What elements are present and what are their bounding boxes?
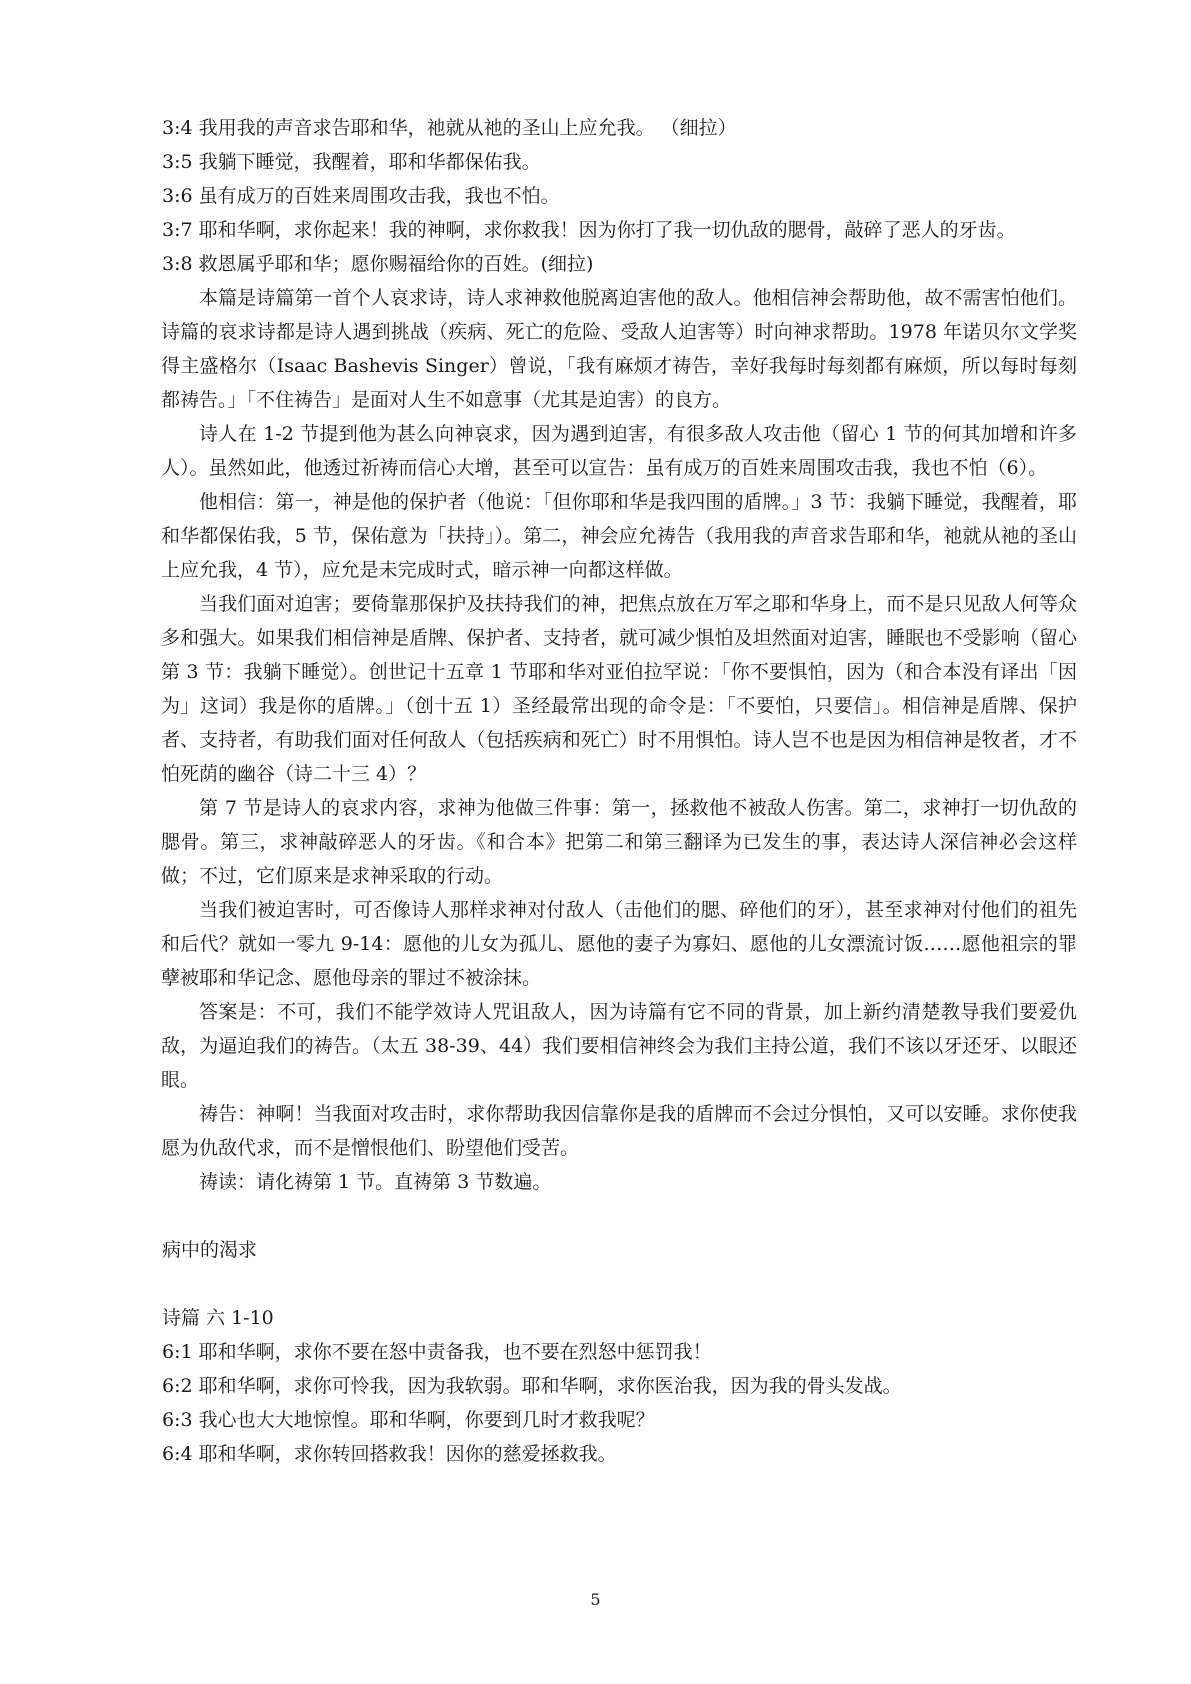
- verse-3-4: 3:4 我用我的声音求告耶和华，祂就从祂的圣山上应允我。 （细拉）: [162, 117, 737, 139]
- paragraph-question: 当我们被迫害时，可否像诗人那样求神对付敌人（击他们的腮、碎他们的牙），甚至求神对付他们的祖先和后代？就如一零九 9-14：愿他的儿女为孤儿、愿他的妻子为寡妇、愿他的儿女漂流讨饭……愿他祖宗的罪孽被耶和华记念、愿他母亲的罪过不被涂抹。: [161, 899, 1077, 989]
- paragraph-verse-7: 第 7 节是诗人的哀求内容，求神为他做三件事：第一，拯救他不被敌人伤害。第二，求神打一切仇敌的腮骨。第三，求神敲碎恶人的牙齿。《和合本》把第二和第三翻译为已发生的事，表达诗人深信神必会这样做；不过，它们原来是求神采取的行动。: [161, 797, 1077, 887]
- page-number: 5: [590, 1590, 601, 1609]
- page-content: [162, 111, 1077, 1471]
- spacer: [162, 1267, 1077, 1301]
- verse-3-5: 3:5 我躺下睡觉，我醒着，耶和华都保佑我。: [162, 151, 541, 173]
- paragraph-intro: 本篇是诗篇第一首个人哀求诗，诗人求神救他脱离迫害他的敌人。他相信神会帮助他，故不需害怕他们。诗篇的哀求诗都是诗人遇到挑战（疾病、死亡的危险、受敌人迫害等）时向神求帮助。1978 年诺贝尔文学奖得主盛格尔（Isaac Bashevis Singer）曾说，「我有麻烦才祷告，幸好我每时每刻都有麻烦，所以每时每刻都祷告。」「不住祷告」是面对人生不如意事（尤其是迫害）的良方。: [161, 287, 1077, 411]
- verse-list-top: [162, 111, 1077, 281]
- spacer: [162, 1199, 1077, 1233]
- verse-6-4: 6:4 耶和华啊，求你转回搭救我！因你的慈爱拯救我。: [162, 1443, 617, 1465]
- paragraph-answer: 答案是：不可，我们不能学效诗人咒诅敌人，因为诗篇有它不同的背景，加上新约清楚教导我们要爱仇敌，为逼迫我们的祷告。（太五 38-39、44）我们要相信神终会为我们主持公道，我们不该以牙还牙、以眼还眼。: [161, 1001, 1077, 1091]
- paragraph-prayer: 祷告：神啊！当我面对攻击时，求你帮助我因信靠你是我的盾牌而不会过分惧怕，又可以安睡。求你使我愿为仇敌代求，而不是憎恨他们、盼望他们受苦。: [161, 1103, 1077, 1159]
- verse-3-6: 3:6 虽有成万的百姓来周围攻击我，我也不怕。: [162, 185, 560, 207]
- verse-3-7: 3:7 耶和华啊，求你起来！我的神啊，求你救我！因为你打了我一切仇敌的腮骨，敲碎了恶人的牙齿。: [162, 219, 1016, 241]
- paragraph-verses-1-2: 诗人在 1-2 节提到他为甚么向神哀求，因为遇到迫害，有很多敌人攻击他（留心 1 节的何其加增和许多人）。虽然如此，他透过祈祷而信心大增，甚至可以宣告：虽有成万的百姓来周围攻击我，我也不怕（6）。: [161, 423, 1077, 479]
- scripture-reference: 诗篇 六 1-10: [162, 1307, 274, 1329]
- paragraph-belief: 他相信：第一，神是他的保护者（他说：「但你耶和华是我四围的盾牌。」3 节：我躺下睡觉，我醒着，耶和华都保佑我，5 节，保佑意为「扶持」）。第二，神会应允祷告（我用我的声音求告耶和华，祂就从祂的圣山上应允我，4 节），应允是未完成时式，暗示神一向都这样做。: [161, 491, 1077, 581]
- verse-6-1: 6:1 耶和华啊，求你不要在怒中责备我，也不要在烈怒中惩罚我！: [162, 1341, 712, 1363]
- section-title: 病中的渴求: [162, 1239, 258, 1261]
- verse-list-bottom: [162, 1335, 1077, 1471]
- paragraph-persecution: 当我们面对迫害；要倚靠那保护及扶持我们的神，把焦点放在万军之耶和华身上，而不是只见敌人何等众多和强大。如果我们相信神是盾牌、保护者、支持者，就可减少惧怕及坦然面对迫害，睡眠也不受影响（留心第 3 节：我躺下睡觉）。创世记十五章 1 节耶和华对亚伯拉罕说：「你不要惧怕，因为（和合本没有译出「因为」这词）我是你的盾牌。」（创十五 1）圣经最常出现的命令是：「不要怕，只要信」。相信神是盾牌、保护者、支持者，有助我们面对任何敌人（包括疾病和死亡）时不用惧怕。诗人岂不也是因为相信神是牧者，才不怕死荫的幽谷（诗二十三 4）？: [161, 593, 1077, 785]
- commentary: [161, 281, 1077, 1199]
- verse-3-8: 3:8 救恩属乎耶和华；愿你赐福给你的百姓。(细拉): [162, 253, 594, 275]
- verse-6-2: 6:2 耶和华啊，求你可怜我，因为我软弱。耶和华啊，求你医治我，因为我的骨头发战。: [162, 1375, 902, 1397]
- verse-6-3: 6:3 我心也大大地惊惶。耶和华啊，你要到几时才救我呢？: [162, 1409, 655, 1431]
- paragraph-prayer-reading: 祷读：请化祷第 1 节。直祷第 3 节数遍。: [199, 1171, 552, 1193]
